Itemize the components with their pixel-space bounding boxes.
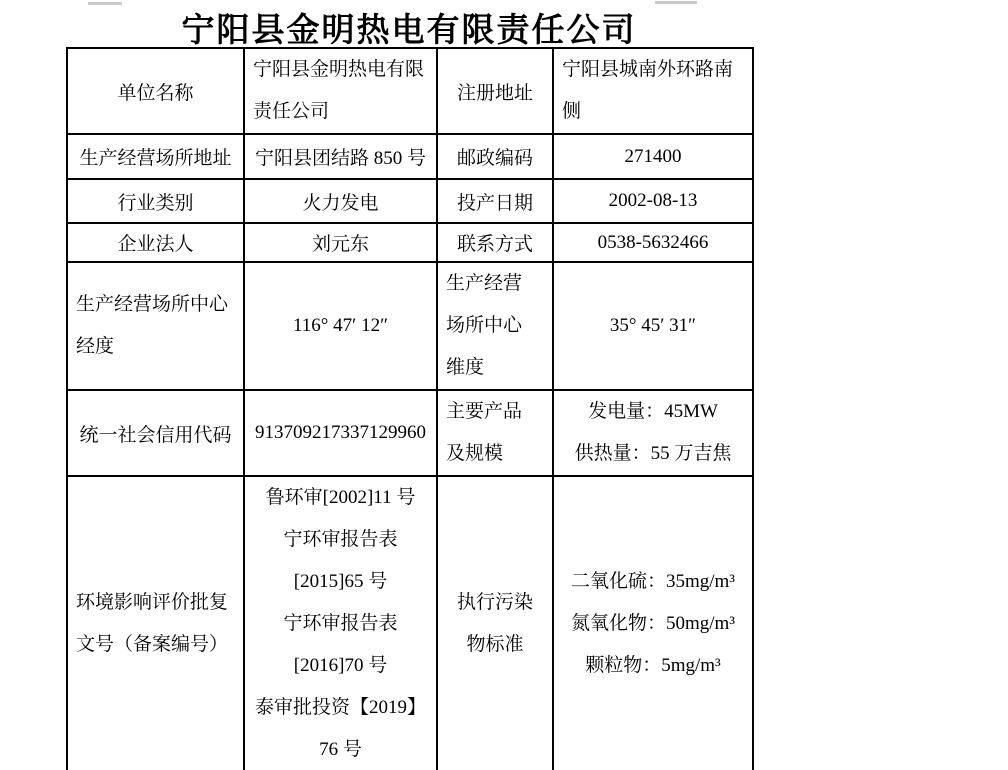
table-row: [67, 223, 753, 262]
text-line: 场所中心: [446, 315, 523, 336]
eia-approval-label: [67, 476, 244, 770]
production-date-value: 2002-08-13: [553, 179, 753, 223]
text-line: 发电量：45MW: [588, 401, 718, 422]
unit-name-label: 单位名称: [67, 48, 244, 134]
legal-person-label: 企业法人: [67, 223, 244, 262]
latitude-label: [437, 262, 553, 390]
text-line: 二氧化硫：35mg/m³: [570, 571, 736, 592]
legal-person-value: 刘元东: [244, 223, 437, 262]
text-line: 氮氧化物：50mg/m³: [570, 613, 736, 634]
text-line: 主要产品: [446, 401, 523, 422]
longitude-label: [67, 262, 244, 390]
text-line: 执行污染: [456, 592, 533, 613]
table-row: [67, 179, 753, 223]
production-date-label: 投产日期: [437, 179, 553, 223]
company-info-table: [66, 47, 754, 770]
text-line: 颗粒物：5mg/m³: [585, 655, 721, 676]
postal-code-value: 271400: [553, 134, 753, 179]
premises-address-value: 宁阳县团结路 850 号: [244, 134, 437, 179]
table-row: [67, 262, 753, 390]
text-line: 宁环审报告表: [283, 613, 398, 634]
text-line: [2015]65 号: [293, 571, 388, 592]
text-line: 及规模: [446, 443, 504, 464]
text-line: 侧: [562, 101, 582, 122]
contact-label: 联系方式: [437, 223, 553, 262]
text-line: 责任公司: [253, 101, 330, 122]
credit-code-label: 统一社会信用代码: [67, 390, 244, 476]
latitude-value: 35° 45′ 31″: [553, 262, 753, 390]
text-line: 泰审批投资【2019】: [254, 697, 426, 718]
table-row: [67, 390, 753, 476]
table-row: [67, 134, 753, 179]
page-title: 宁阳县金明热电有限责任公司: [181, 13, 637, 49]
text-line: 鲁环审[2002]11 号: [265, 487, 416, 508]
text-line: 经度: [76, 336, 115, 357]
main-products-value: [553, 390, 753, 476]
industry-category-label: 行业类别: [67, 179, 244, 223]
pollution-standard-value: [553, 476, 753, 770]
text-line: 维度: [446, 357, 485, 378]
main-products-label: [437, 390, 553, 476]
text-line: 生产经营: [446, 273, 523, 294]
table-row: [67, 476, 753, 770]
contact-value: 0538-5632466: [553, 223, 753, 262]
text-line: 生产经营场所中心: [76, 294, 229, 315]
text-line: 宁环审报告表: [283, 529, 398, 550]
text-line: 环境影响评价批复: [76, 592, 229, 613]
text-line: [2016]70 号: [293, 655, 388, 676]
text-line: 宁阳县城南外环路南: [562, 59, 734, 80]
text-line: 宁阳县金明热电有限: [253, 59, 425, 80]
postal-code-label: 邮政编码: [437, 134, 553, 179]
eia-approval-value: [244, 476, 437, 770]
text-line: 76 号: [319, 739, 362, 760]
industry-category-value: 火力发电: [244, 179, 437, 223]
registered-address-value: [553, 48, 753, 134]
text-line: 物标准: [466, 634, 524, 655]
text-line: 文号（备案编号）: [76, 634, 229, 655]
table-row: [67, 48, 753, 134]
credit-code-value: 913709217337129960: [244, 390, 437, 476]
longitude-value: 116° 47′ 12″: [244, 262, 437, 390]
unit-name-value: [244, 48, 437, 134]
premises-address-label: 生产经营场所地址: [67, 134, 244, 179]
text-line: 供热量：55 万吉焦: [574, 443, 732, 464]
registered-address-label: 注册地址: [437, 48, 553, 134]
pollution-standard-label: [437, 476, 553, 770]
